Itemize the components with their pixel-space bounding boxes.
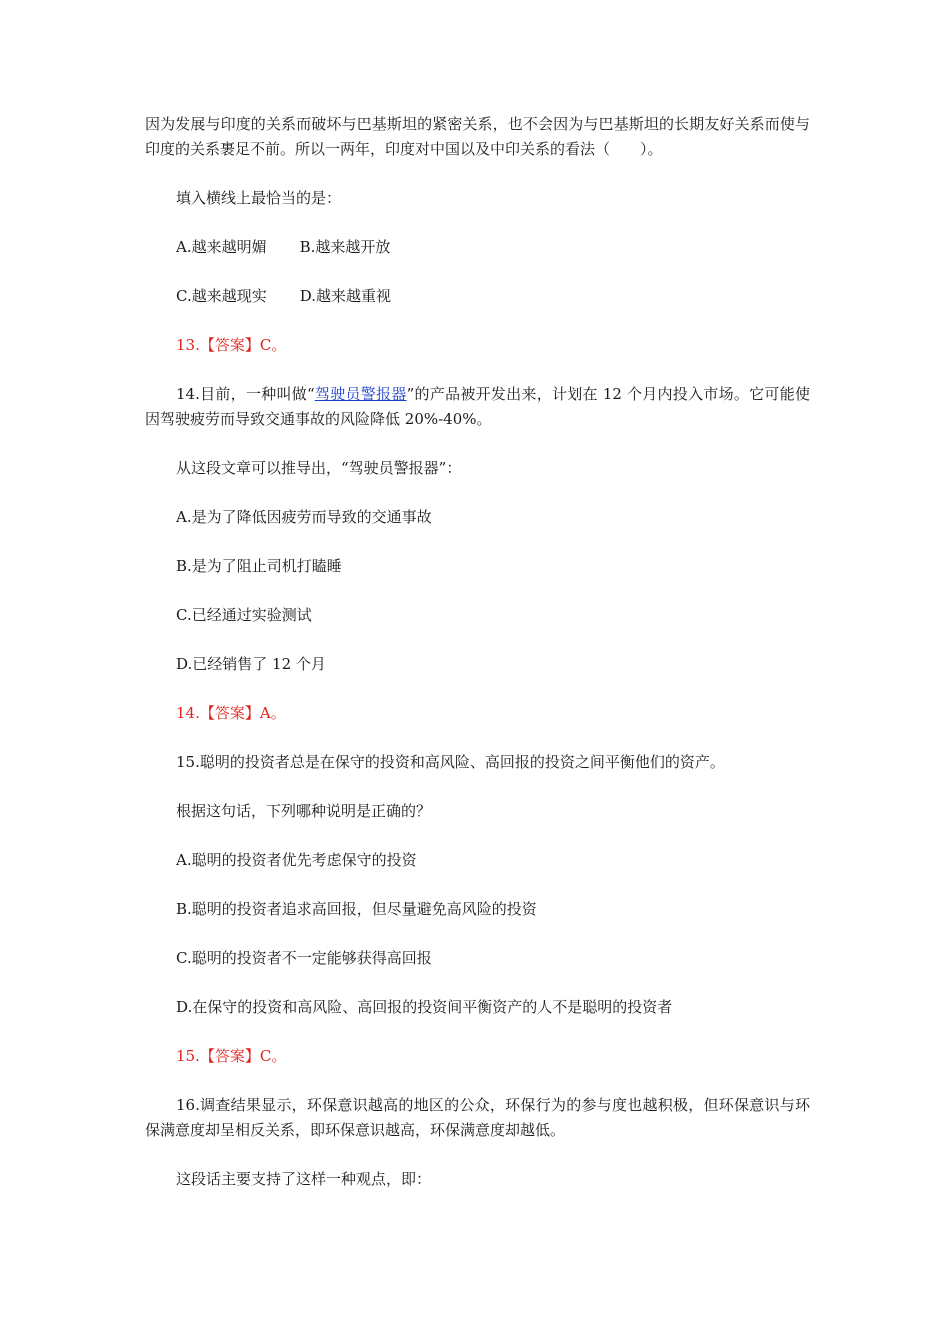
q15-option-b: B.聪明的投资者追求高回报，但尽量避免高风险的投资 <box>176 900 537 918</box>
q13-option-c: C.越来越现实 <box>176 287 267 305</box>
q14-text-before: 14.目前，一种叫做“ <box>176 385 315 403</box>
q14-text-after: ”的产品被开发出来，计划在 12 个月内投入市场。它可能使因驾驶疲劳而导致交通事故的风险降低 20%-40%。 <box>145 385 810 428</box>
q14-option-b: B.是为了阻止司机打瞌睡 <box>176 557 342 575</box>
q15-question: 15.聪明的投资者总是在保守的投资和高风险、高回报的投资之间平衡他们的资产。 <box>176 753 725 771</box>
q14-option-a: A.是为了降低因疲劳而导致的交通事故 <box>176 508 432 526</box>
q13-answer: 13.【答案】C。 <box>176 336 287 354</box>
q14-link[interactable]: 驾驶员警报器 <box>314 385 407 403</box>
q15-prompt: 根据这句话，下列哪种说明是正确的？ <box>176 802 432 820</box>
intro-paragraph: 因为发展与印度的关系而破坏与巴基斯坦的紧密关系，也不会因为与巴基斯坦的长期友好关系而使与印度的关系裹足不前。所以一两年，印度对中国以及中印关系的看法（ ）。 <box>145 115 810 158</box>
q15-answer: 15.【答案】C。 <box>176 1047 287 1065</box>
q15-option-d: D.在保守的投资和高风险、高回报的投资间平衡资产的人不是聪明的投资者 <box>176 998 673 1016</box>
q13-option-d: D.越来越重视 <box>299 287 391 305</box>
q16-question: 16.调查结果显示，环保意识越高的地区的公众，环保行为的参与度也越积极，但环保意识与环保满意度却呈相反关系，即环保意识越高，环保满意度却越低。 <box>145 1096 810 1139</box>
q16-prompt: 这段话主要支持了这样一种观点，即： <box>176 1170 432 1188</box>
q13-options-row-2 <box>145 284 810 309</box>
q13-option-a: A.越来越明媚 <box>176 238 267 256</box>
q15-option-c: C.聪明的投资者不一定能够获得高回报 <box>176 949 432 967</box>
document-page <box>145 112 810 1192</box>
q13-prompt: 填入横线上最恰当的是： <box>176 189 342 207</box>
q14-question <box>145 382 810 432</box>
q13-option-b: B.越来越开放 <box>299 238 391 256</box>
q13-options-row-1 <box>145 235 810 260</box>
q14-option-d: D.已经销售了 12 个月 <box>176 655 326 673</box>
q15-option-a: A.聪明的投资者优先考虑保守的投资 <box>176 851 417 869</box>
q14-prompt: 从这段文章可以推导出，“驾驶员警报器”： <box>176 459 462 477</box>
q14-answer: 14.【答案】A。 <box>176 704 286 722</box>
q14-option-c: C.已经通过实验测试 <box>176 606 312 624</box>
